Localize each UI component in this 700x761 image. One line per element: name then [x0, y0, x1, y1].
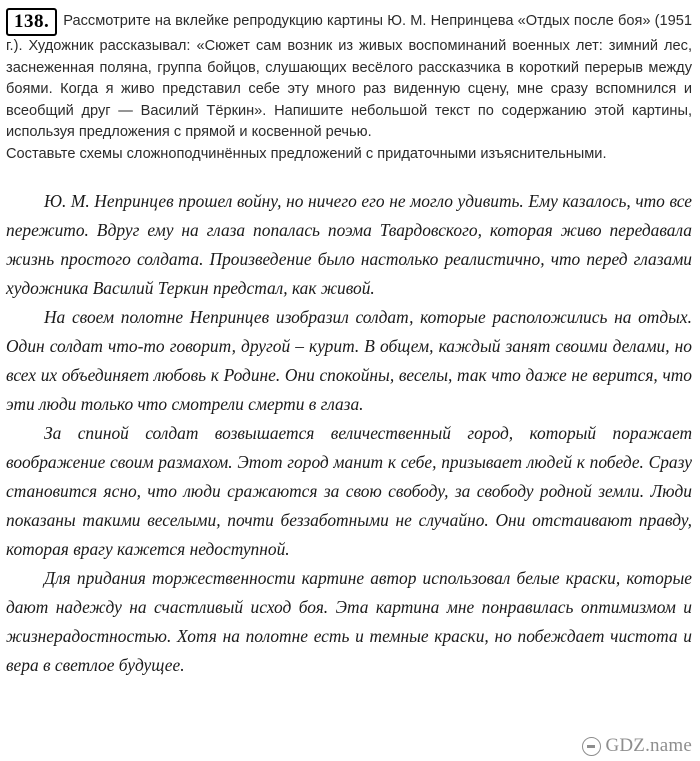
answer-text [6, 187, 692, 680]
watermark [582, 735, 692, 757]
answer-paragraph-1: Ю. М. Непринцев прошел войну, но ничего его не могло удивить. Ему казалось, что все пережито. Вдруг ему на глаза попалась поэма Твардовского, которая живо передавала жизнь простого солдата. Произведение было настолько реалистично, что перед глазами художника Василий Теркин предстал, как живой. [6, 191, 692, 298]
exercise-extra-task: Составьте схемы сложноподчинённых предложений с придаточными изъяснительными. [6, 145, 607, 162]
copyright-icon [582, 737, 601, 756]
answer-paragraph-4: Для придания торжественности картине автор использовал белые краски, которые дают надежду на счастливый исход боя. Эта картина мне понравилась оптимизмом и жизнерадостностью. Хотя на полотне есть и темные краски, но побеждает чистота и вера в светлое будущее. [6, 568, 692, 675]
watermark-label: GDZ.name [605, 735, 692, 756]
exercise-instruction: Рассмотрите на вклейке репродукцию картины Ю. М. Непринцева «Отдых после боя» (1951 г.). Художник рассказывал: «Сюжет сам возник из живых воспоминаний военных лет: зимний лес, заснеженная поляна, группа бойцов, слушающих весёлого рассказчика в короткий перерыв между боями. Когда я живо представил себе эту много раз виденную сцену, мне сразу вспомнился и всеобщий друг — Василий Тёркин». Напишите небольшой текст по содержанию этой картины, используя предложения с прямой и косвенной речью. [6, 13, 692, 140]
exercise-number: 138. [6, 8, 57, 36]
answer-paragraph-3: За спиной солдат возвышается величественный город, который поражает воображение своим размахом. Этот город манит к себе, призывает людей к победе. Сразу становится ясно, что люди сражаются за свою свободу, за свободу родной земли. Люди показаны такими веселыми, почти беззаботными не случайно. Они отстаивают правду, которая врагу кажется недоступной. [6, 423, 692, 559]
exercise-block [6, 8, 692, 144]
answer-paragraph-2: На своем полотне Непринцев изобразил солдат, которые расположились на отдых. Один солдат что-то говорит, другой – курит. В общем, каждый занят своими делами, но всех их объединяет любовь к Родине. Они спокойны, веселы, так что даже не верится, что эти люди только что смотрели смерти в глаза. [6, 307, 692, 414]
